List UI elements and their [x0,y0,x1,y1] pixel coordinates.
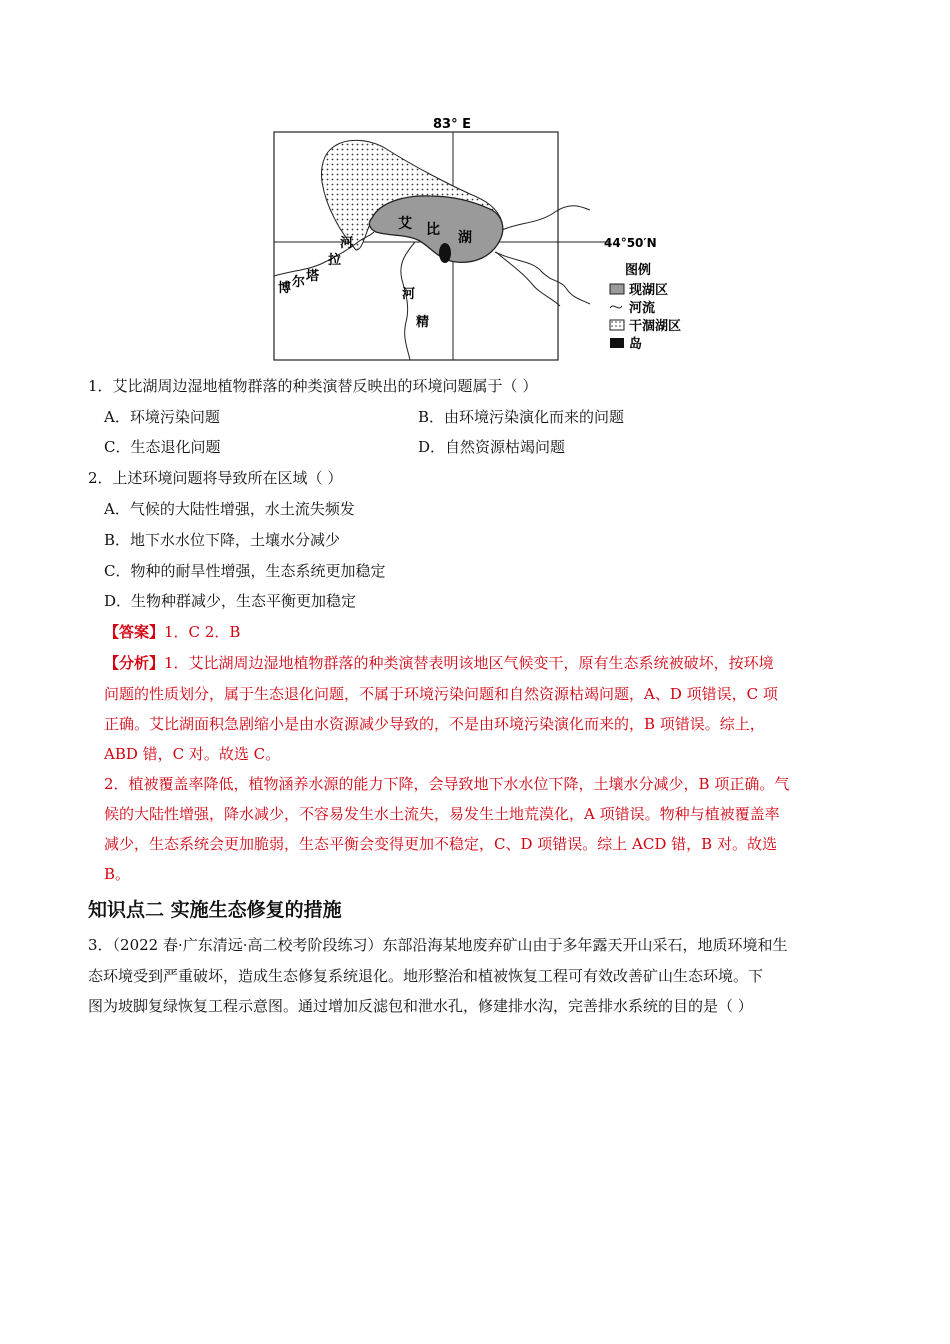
analysis-line-2: 问题的性质划分，属于生态退化问题，不属于环境污染问题和自然资源枯竭问题，A、D 项错误，C 项 [104,685,778,703]
legend-title: 图例 [625,263,652,278]
river-label-1: 博 [278,281,292,296]
river-east-1 [495,252,590,304]
latitude-label: 44°50′N [604,236,657,250]
analysis-line-6: 候的大陆性增强，降水减少，不容易发生水土流失，易发生土地荒漠化，A 项错误。物种与植被覆盖率 [104,805,780,823]
lake-char-2: 比 [426,222,440,238]
legend-item-lake: 现湖区 [629,283,669,298]
legend-item-island: 岛 [629,337,643,352]
q3-line-2: 态环境受到严重破坏，造成生态修复系统退化。地形整治和植被恢复工程可有效改善矿山生态环境。下 [88,967,764,985]
legend-swatch-river [610,306,622,308]
lake-char-1: 艾 [398,216,412,232]
q1-stem: 1．艾比湖周边湿地植物群落的种类演替反映出的环境问题属于（ ） [88,377,538,395]
river-east-2 [496,252,560,306]
legend-swatch-dry [610,320,624,330]
analysis-tag: 【分析】 [104,654,165,672]
island [439,243,451,263]
river-label-2: 尔 [292,275,306,290]
answer-line [104,622,240,642]
analysis-line-4: ABD 错，C 对。故选 C。 [104,745,281,763]
q2-option-d: D．生物种群减少，生态平衡更加稳定 [104,592,357,610]
legend-item-dry: 干涸湖区 [629,319,682,334]
river-label-4: 拉 [328,253,342,268]
lake-char-3: 湖 [458,230,472,246]
river-jing-label-2: 精 [416,315,430,330]
q3-line-3: 图为坡脚复绿恢复工程示意图。通过增加反滤包和泄水孔，修建排水沟，完善排水系统的目的是（ ） [88,997,753,1015]
legend-swatch-island [610,338,624,348]
q2-option-c: C．物种的耐旱性增强，生态系统更加稳定 [104,562,386,580]
answer-tag: 【答案】 [104,623,165,641]
lake-map [270,112,710,364]
q2-stem: 2．上述环境问题将导致所在区域（ ） [88,469,343,487]
analysis-line-5: 2．植被覆盖率降低，植物涵养水源的能力下降，会导致地下水水位下降，土壤水分减少，B 项正确。气 [104,775,790,793]
river-northeast [502,206,590,230]
q1-option-c: C．生态退化问题 [104,438,221,456]
longitude-label: 83° E [433,117,471,132]
analysis-line-7: 减少，生态系统会更加脆弱，生态平衡会变得更加不稳定，C、D 项错误。综上 ACD 错，B 对。故选 [104,835,777,853]
analysis-line-8: B。 [104,865,131,883]
q3-line-1: 3．（2022 春·广东清远·高二校考阶段练习）东部沿海某地废弃矿山由于多年露天开山采石，地质环境和生 [88,936,788,954]
legend-swatch-lake [610,284,624,294]
river-jing-label-1: 河 [402,287,416,302]
analysis-line-1 [104,653,774,673]
q2-option-b: B．地下水水位下降，土壤水分减少 [104,531,341,549]
river-label-3: 塔 [306,269,320,284]
analysis-line-3: 正确。艾比湖面积急剧缩小是由水资源减少导致的，不是由环境污染演化而来的，B 项错误。综上， [104,715,765,733]
legend-item-river: 河流 [629,301,656,316]
answer-text: 1．C 2．B [164,623,241,641]
q1-option-d: D．自然资源枯竭问题 [418,438,566,456]
q1-option-b: B．由环境污染演化而来的问题 [418,408,625,426]
q2-option-a: A．气候的大陆性增强，水土流失频发 [104,500,355,518]
q1-option-a: A．环境污染问题 [104,408,220,426]
river-label-5: 河 [340,236,354,251]
section-heading: 知识点二 实施生态修复的措施 [88,899,342,921]
analysis-text-1: 1．艾比湖周边湿地植物群落的种类演替表明该地区气候变干，原有生态系统被破坏，按环境 [164,654,774,672]
